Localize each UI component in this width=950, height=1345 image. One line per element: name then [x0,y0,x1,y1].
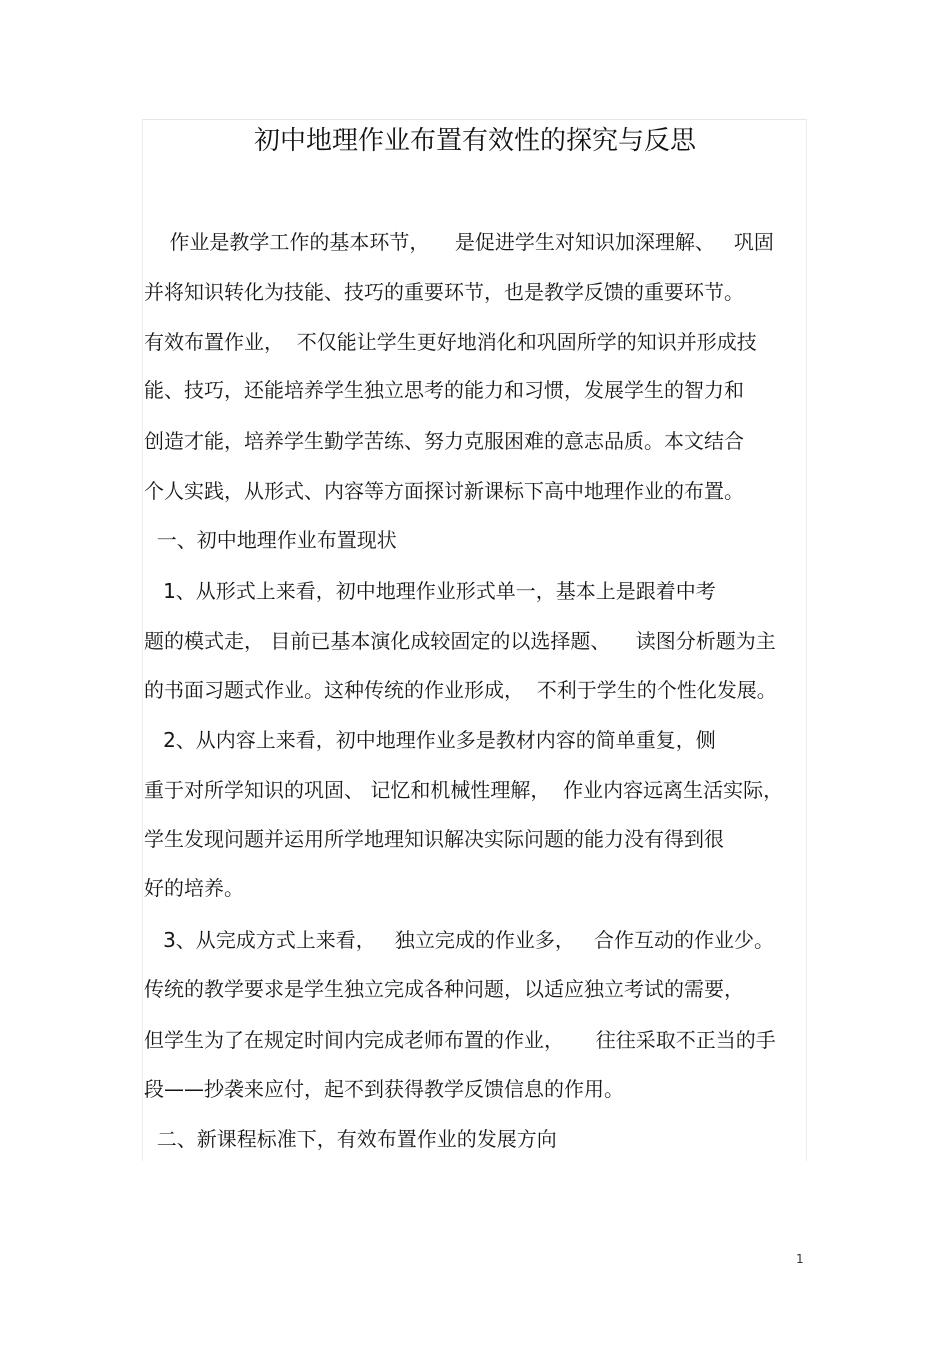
paragraph-line: 个人实践，从形式、内容等方面探讨新课标下高中地理作业的布置。 [144,479,744,503]
paragraph-line: 好的培养。 [144,876,244,900]
document-title: 初中地理作业布置有效性的探究与反思 [253,126,696,156]
paragraph-line: 1、从形式上来看，初中地理作业形式单一，基本上是跟着中考 [144,579,716,603]
paragraph-line: 并将知识转化为技能、技巧的重要环节，也是教学反馈的重要环节。 [144,280,744,304]
paragraph-line: 题的模式走， 目前已基本演化成较固定的以选择题、 读图分析题为主 [144,629,776,653]
paragraph-line: 的书面习题式作业。这种传统的作业形成， 不利于学生的个性化发展。 [144,678,777,702]
paragraph-line: 学生发现问题并运用所学地理知识解决实际问题的能力没有得到很 [144,827,724,851]
paragraph-line: 但学生为了在规定时间内完成老师布置的作业， 往往采取不正当的手 [144,1028,776,1052]
paragraph-line: 创造才能，培养学生勤学苦练、努力克服困难的意志品质。本文结合 [144,429,744,453]
paragraph-line: 段——抄袭来应付，起不到获得教学反馈信息的作用。 [144,1077,624,1101]
paragraph-line: 2、从内容上来看，初中地理作业多是教材内容的简单重复，侧 [144,728,716,752]
paragraph-line: 作业是教学工作的基本环节， 是促进学生对知识加深理解、 巩固 [144,230,774,254]
page-number: 1 [796,1252,804,1266]
paragraph-line: 能、技巧，还能培养学生独立思考的能力和习惯，发展学生的智力和 [144,378,744,402]
section-heading: 二、新课程标准下，有效布置作业的发展方向 [144,1127,557,1151]
paragraph-line: 3、从完成方式上来看， 独立完成的作业多， 合作互动的作业少。 [144,928,774,952]
paragraph-line: 传统的教学要求是学生独立完成各种问题，以适应独立考试的需要， [144,977,744,1001]
paragraph-line: 有效布置作业， 不仅能让学生更好地消化和巩固所学的知识并形成技 [144,330,757,354]
paragraph-line: 重于对所学知识的巩固、 记忆和机械性理解， 作业内容远离生活实际， [144,778,784,802]
section-heading: 一、初中地理作业布置现状 [144,528,397,552]
